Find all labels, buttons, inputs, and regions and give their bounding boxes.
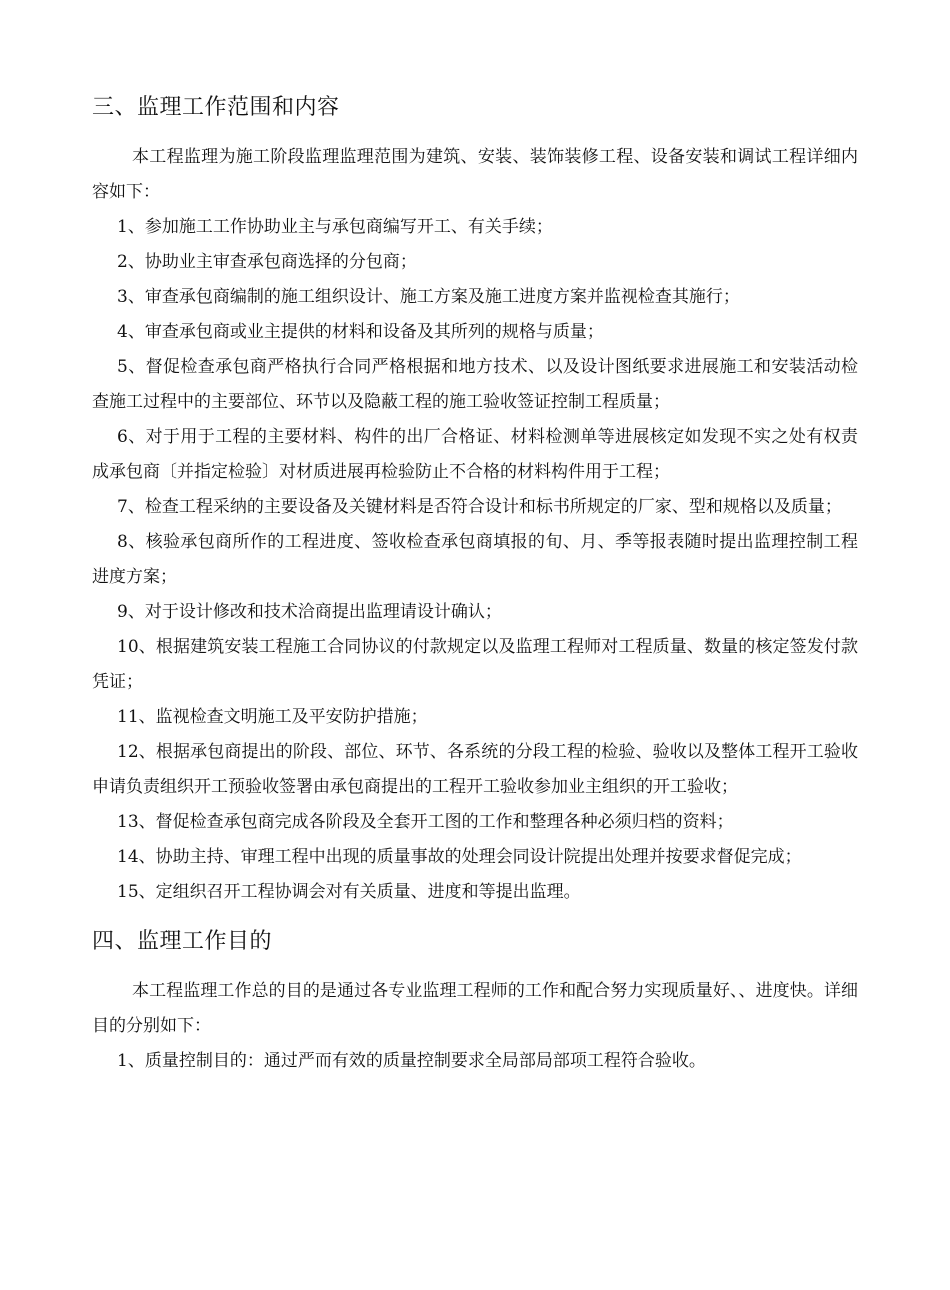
section-3-item-1: 1、参加施工工作协助业主与承包商编写开工、有关手续； — [117, 217, 553, 237]
section-3-item-15: 15、定组织召开工程协调会对有关质量、进度和等提出监理。 — [117, 882, 581, 902]
section-3-item-10: 10、根据建筑安装工程施工合同协议的付款规定以及监理工程师对工程质量、数量的核定签发付款凭证； — [92, 637, 858, 692]
section-3-item-12: 12、根据承包商提出的阶段、部位、环节、各系统的分段工程的检验、验收以及整体工程开工验收申请负责组织开工预验收签署由承包商提出的工程开工验收参加业主组织的开工验收； — [92, 742, 858, 797]
section-3-item-9: 9、对于设计修改和技术洽商提出监理请设计确认； — [117, 602, 502, 622]
section-3-item-2: 2、协助业主审查承包商选择的分包商； — [117, 252, 417, 272]
section-3-intro: 本工程监理为施工阶段监理监理范围为建筑、安装、装饰装修工程、设备安装和调试工程详细内容如下： — [92, 147, 858, 202]
section-3-item-8: 8、核验承包商所作的工程进度、签收检查承包商填报的旬、月、季等报表随时提出监理控制工程进度方案； — [92, 532, 858, 587]
section-3-item-4: 4、审查承包商或业主提供的材料和设备及其所列的规格与质量； — [117, 322, 604, 342]
section-3-item-11: 11、监视检查文明施工及平安防护措施； — [117, 707, 428, 727]
section-4-intro: 本工程监理工作总的目的是通过各专业监理工程师的工作和配合努力实现质量好、、进度快。详细目的分别如下： — [92, 981, 858, 1036]
section-3-item-7: 7、检查工程采纳的主要设备及关键材料是否符合设计和标书所规定的厂家、型和规格以及质量； — [117, 497, 842, 517]
section-3-item-14: 14、协助主持、审理工程中出现的质量事故的处理会同设计院提出处理并按要求督促完成； — [117, 847, 802, 867]
section-3-item-5: 5、督促检查承包商严格执行合同严格根据和地方技术、以及设计图纸要求进展施工和安装活动检查施工过程中的主要部位、环节以及隐蔽工程的施工验收签证控制工程质量； — [92, 357, 858, 412]
section-4-title: 四、监理工作目的 — [92, 929, 273, 954]
section-3-item-13: 13、督促检查承包商完成各阶段及全套开工图的工作和整理各种必须归档的资料； — [117, 812, 734, 832]
document-page — [92, 88, 858, 1079]
section-4-item-1: 1、质量控制目的：通过严而有效的质量控制要求全局部局部项工程符合验收。 — [117, 1051, 706, 1071]
section-3-item-6: 6、对于用于工程的主要材料、构件的出厂合格证、材料检测单等进展核定如发现不实之处有权责成承包商〔并指定检验〕对材质进展再检验防止不合格的材料构件用于工程； — [92, 427, 858, 482]
section-3-title: 三、监理工作范围和内容 — [92, 95, 340, 120]
section-3-item-3: 3、审查承包商编制的施工组织设计、施工方案及施工进度方案并监视检查其施行； — [117, 287, 740, 307]
